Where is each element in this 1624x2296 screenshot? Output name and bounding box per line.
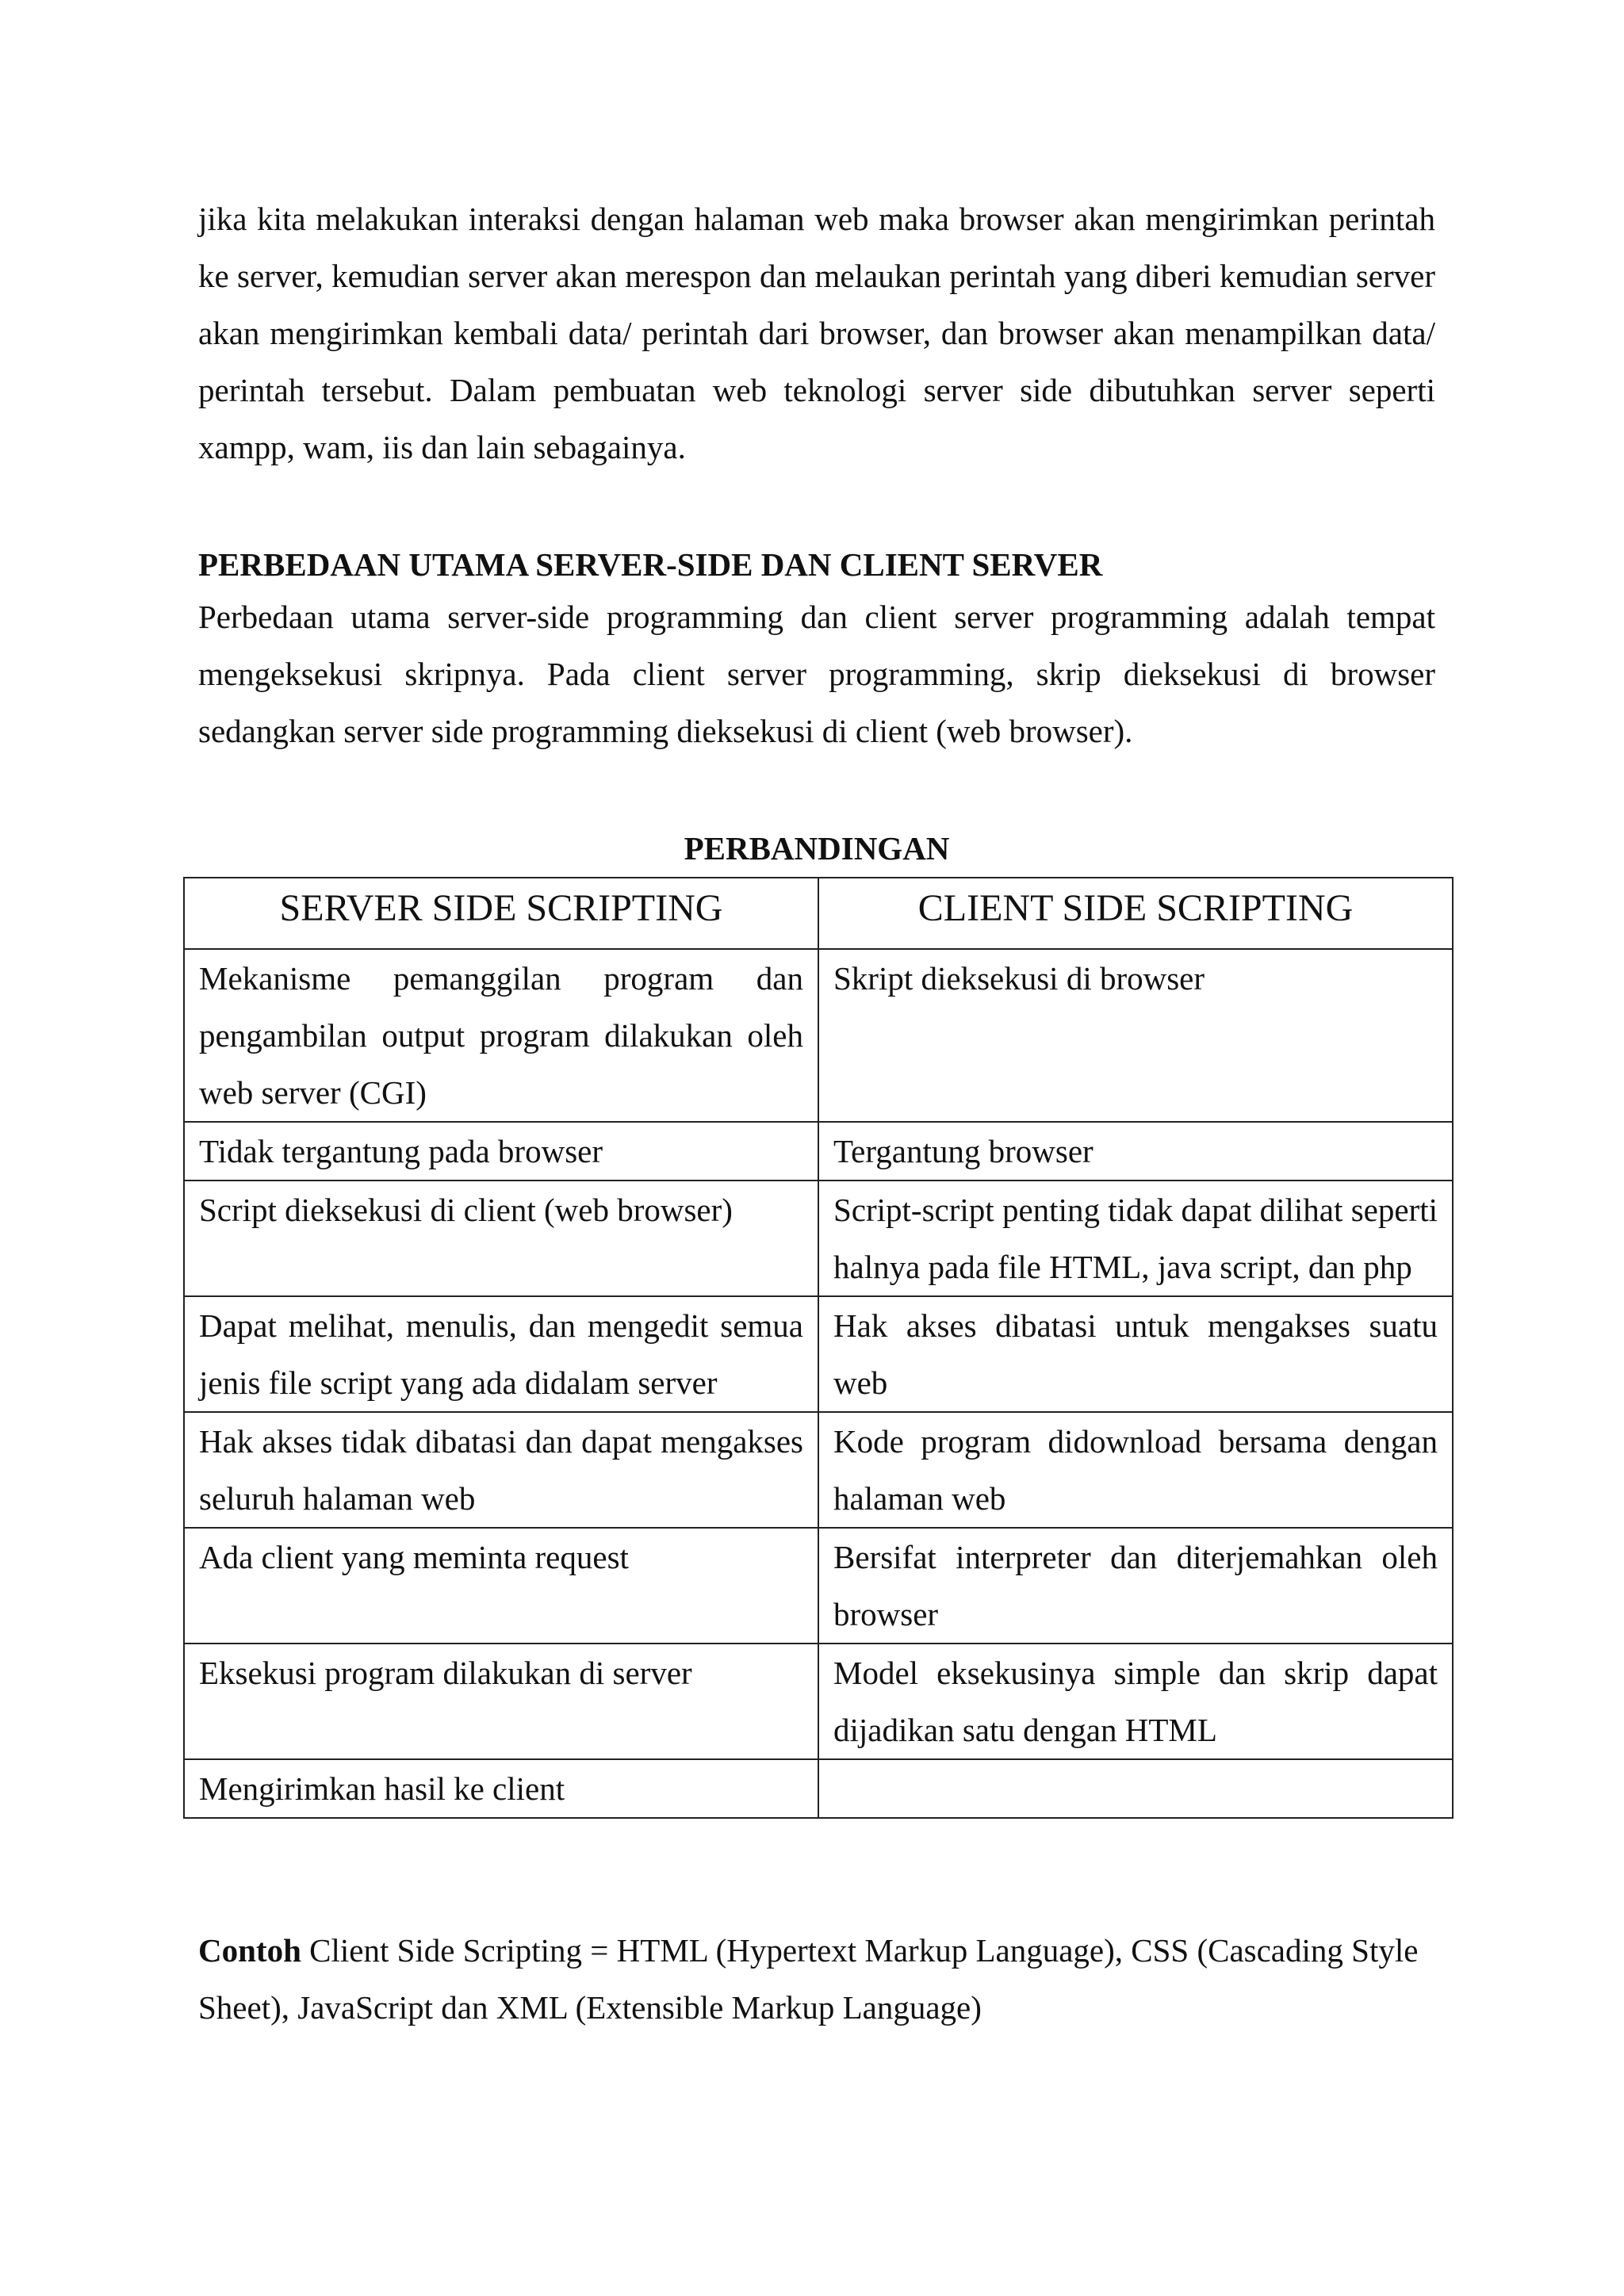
table-header-row [184, 878, 1453, 949]
intro-paragraph: jika kita melakukan interaksi dengan halaman web maka browser akan mengirimkan perintah ke server, kemudian server akan merespon dan melaukan perintah yang diberi kemudian server akan mengirimkan kembali data/ perintah dari browser, dan browser akan menampilkan data/ perintah tersebut. Dalam pembuatan web teknologi server side dibutuhkan server seperti xampp, wam, iis dan lain sebagainya. [198, 201, 1435, 465]
example-text: Client Side Scripting = HTML (Hypertext Markup Language), CSS (Cascading Style Sheet), JavaScript dan XML (Extensible Markup Language) [198, 1932, 1419, 2026]
comparison-table [183, 877, 1454, 1819]
server-side-cell: Eksekusi program dilakukan di server [184, 1644, 818, 1759]
table-title: PERBANDINGAN [684, 830, 950, 867]
client-side-cell: Model eksekusinya simple dan skrip dapat dijadikan satu dengan HTML [818, 1644, 1453, 1759]
client-side-cell-empty [818, 1759, 1453, 1818]
section-heading: PERBEDAAN UTAMA SERVER-SIDE DAN CLIENT SERVER [198, 546, 1103, 583]
table-row [184, 1412, 1453, 1528]
section-body-paragraph: Perbedaan utama server-side programming dan client server programming adalah tempat mengeksekusi skripnya. Pada client server programming, skrip dieksekusi di browser sedangkan server side programming dieksekusi di client (web browser). [198, 599, 1435, 749]
server-side-cell: Mengirimkan hasil ke client [184, 1759, 818, 1818]
client-side-cell: Tergantung browser [818, 1122, 1453, 1181]
table-row [184, 1122, 1453, 1181]
server-side-cell: Ada client yang meminta request [184, 1528, 818, 1644]
client-side-cell: Bersifat interpreter dan diterjemahkan oleh browser [818, 1528, 1453, 1644]
client-side-cell: Hak akses dibatasi untuk mengakses suatu web [818, 1296, 1453, 1412]
document-page [198, 190, 1438, 2036]
table-row [184, 1644, 1453, 1759]
header-server-side: SERVER SIDE SCRIPTING [184, 878, 818, 949]
server-side-cell: Script dieksekusi di client (web browser) [184, 1181, 818, 1296]
server-side-cell: Hak akses tidak dibatasi dan dapat mengakses seluruh halaman web [184, 1412, 818, 1528]
table-row [184, 1181, 1453, 1296]
client-side-cell: Script-script penting tidak dapat dilihat seperti halnya pada file HTML, java script, dan php [818, 1181, 1453, 1296]
table-row [184, 949, 1453, 1122]
example-paragraph [198, 1922, 1435, 2036]
client-side-cell: Skript dieksekusi di browser [818, 949, 1453, 1122]
server-side-cell: Mekanisme pemanggilan program dan pengambilan output program dilakukan oleh web server (CGI) [184, 949, 818, 1122]
table-row [184, 1759, 1453, 1818]
server-side-cell: Dapat melihat, menulis, dan mengedit semua jenis file script yang ada didalam server [184, 1296, 818, 1412]
header-client-side: CLIENT SIDE SCRIPTING [818, 878, 1453, 949]
example-lead: Contoh [198, 1932, 301, 1969]
client-side-cell: Kode program didownload bersama dengan halaman web [818, 1412, 1453, 1528]
server-side-cell: Tidak tergantung pada browser [184, 1122, 818, 1181]
table-row [184, 1296, 1453, 1412]
table-row [184, 1528, 1453, 1644]
